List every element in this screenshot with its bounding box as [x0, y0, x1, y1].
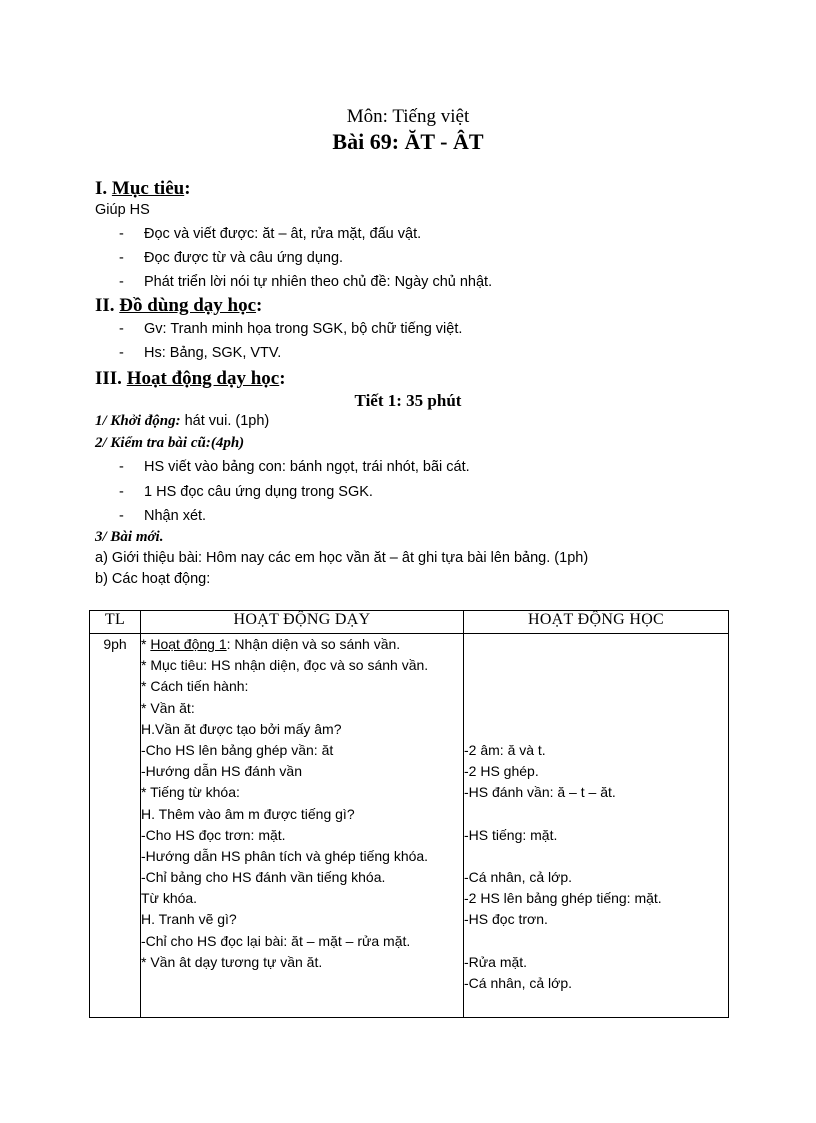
section-number: III.	[95, 368, 127, 389]
review-item: - Nhận xét.	[119, 508, 207, 524]
student-line: -HS đọc trơn.	[464, 911, 548, 928]
objective-text: Phát triển lời nói tự nhiên theo chủ đề: Ngày chủ nhật.	[144, 274, 493, 290]
review-text: Nhận xét.	[144, 508, 207, 524]
header-student-activity: HOẠT ĐỘNG HỌC	[464, 611, 729, 634]
new-lesson-label: 3/ Bài mới.	[95, 529, 164, 545]
teacher-line: -Chỉ bảng cho HS đánh vần tiếng khóa.	[141, 869, 386, 886]
lesson-period: Tiết 1: 35 phút	[354, 391, 462, 410]
student-line	[464, 719, 728, 740]
student-line	[464, 994, 728, 1015]
teacher-activity-cell	[141, 634, 464, 1018]
teacher-line: * Tiếng từ khóa:	[141, 784, 240, 801]
teacher-line: -Cho HS lên bảng ghép vần: ăt	[141, 741, 334, 758]
section-objectives-heading	[95, 178, 191, 200]
student-line: -Cá nhân, cả lớp.	[464, 869, 573, 886]
student-line	[464, 804, 728, 825]
review-item: - 1 HS đọc câu ứng dụng trong SGK.	[119, 484, 373, 500]
teacher-line: * Vần ât dạy tương tự vần ăt.	[141, 953, 323, 970]
teacher-line: H. Tranh vẽ gì?	[141, 911, 237, 928]
warmup-label: 1/ Khởi động:	[95, 413, 181, 429]
teacher-line: * Vần ăt:	[141, 699, 195, 716]
section-activities-heading	[95, 368, 286, 390]
student-line: -Cá nhân, cả lớp.	[464, 975, 573, 991]
section-colon: :	[279, 368, 286, 389]
student-activity-cell	[464, 634, 729, 1018]
teacher-line: * Cách tiến hành:	[141, 678, 249, 695]
student-line: -2 âm: ă và t.	[464, 741, 546, 758]
student-line: -Rửa mặt.	[464, 953, 528, 970]
header-teacher-activity: HOẠT ĐỘNG DẠY	[141, 611, 464, 634]
teacher-line: -Cho HS đọc trơn: mặt.	[141, 826, 286, 843]
material-text: Gv: Tranh minh họa trong SGK, bộ chữ tiếng việt.	[144, 321, 463, 337]
intro-line-a: a) Giới thiệu bài: Hôm nay các em học vần ăt – ât ghi tựa bài lên bảng. (1ph)	[95, 550, 589, 566]
section-title: Đồ dùng dạy học	[119, 295, 257, 316]
section-materials-heading	[95, 295, 262, 317]
section-number: II.	[95, 295, 120, 316]
activity-table	[89, 610, 729, 1018]
teacher-line: H.Vần ăt được tạo bởi mấy âm?	[141, 720, 342, 737]
table-row	[90, 634, 729, 1018]
review-label: 2/ Kiểm tra bài cũ:(4ph)	[95, 435, 245, 451]
student-line: -2 HS lên bảng ghép tiếng: mặt.	[464, 890, 662, 907]
section-colon: :	[184, 178, 191, 199]
teacher-line: -Chỉ cho HS đọc lại bài: ăt – mặt – rửa mặt.	[141, 932, 411, 949]
header-time: TL	[90, 611, 141, 634]
student-line: -HS tiếng: mặt.	[464, 826, 558, 843]
student-line: -2 HS ghép.	[464, 763, 539, 780]
review-text: 1 HS đọc câu ứng dụng trong SGK.	[144, 484, 373, 500]
teacher-line: Từ khóa.	[141, 890, 198, 907]
student-line	[464, 655, 728, 676]
student-line	[464, 846, 728, 867]
intro-line-b: b) Các hoạt động:	[95, 571, 211, 587]
material-item: - Gv: Tranh minh họa trong SGK, bộ chữ tiếng việt.	[119, 321, 463, 337]
activity-desc: : Nhận diện và so sánh vần.	[226, 636, 401, 652]
section-colon: :	[256, 295, 263, 316]
objective-text: Đọc và viết được: ăt – ât, rửa mặt, đấu vật.	[144, 226, 422, 242]
material-text: Hs: Bảng, SGK, VTV.	[144, 345, 282, 361]
student-line	[464, 931, 728, 952]
warmup-line	[95, 413, 269, 430]
bullet-star: *	[141, 636, 151, 652]
activity-name: Hoạt động 1	[150, 636, 227, 652]
student-line	[464, 698, 728, 719]
time-cell: 9ph	[90, 634, 141, 1018]
objective-item: - Đọc được từ và câu ứng dụng.	[119, 250, 344, 266]
review-item: - HS viết vào bảng con: bánh ngọt, trái nhót, bãi cát.	[119, 459, 470, 475]
warmup-text: hát vui. (1ph)	[180, 413, 270, 429]
section-title: Mục tiêu	[111, 178, 185, 199]
section-title: Hoạt động dạy học	[126, 368, 280, 389]
teacher-line: -Hướng dẫn HS phân tích và ghép tiếng khóa.	[141, 847, 429, 864]
student-line	[464, 634, 728, 655]
teacher-line: * Mục tiêu: HS nhận diện, đọc và so sánh vần.	[141, 657, 429, 674]
objectives-intro: Giúp HS	[95, 202, 150, 218]
objective-item: - Đọc và viết được: ăt – ât, rửa mặt, đấu vật.	[119, 226, 422, 242]
table-header-row	[90, 611, 729, 634]
teacher-line: -Hướng dẫn HS đánh vần	[141, 763, 302, 780]
teacher-line: H. Thêm vào âm m được tiếng gì?	[141, 805, 355, 822]
review-text: HS viết vào bảng con: bánh ngọt, trái nhót, bãi cát.	[144, 459, 470, 475]
objective-text: Đọc được từ và câu ứng dụng.	[144, 250, 344, 266]
material-item: - Hs: Bảng, SGK, VTV.	[119, 345, 282, 361]
lesson-title: Bài 69: ĂT - ÂT	[332, 129, 484, 154]
student-line	[464, 676, 728, 697]
section-number: I.	[95, 178, 112, 199]
activity-heading	[141, 634, 463, 655]
student-line: -HS đánh vần: ă – t – ăt.	[464, 784, 616, 801]
objective-item: - Phát triển lời nói tự nhiên theo chủ đề: Ngày chủ nhật.	[119, 274, 493, 290]
subject-line: Môn: Tiếng việt	[346, 106, 470, 127]
